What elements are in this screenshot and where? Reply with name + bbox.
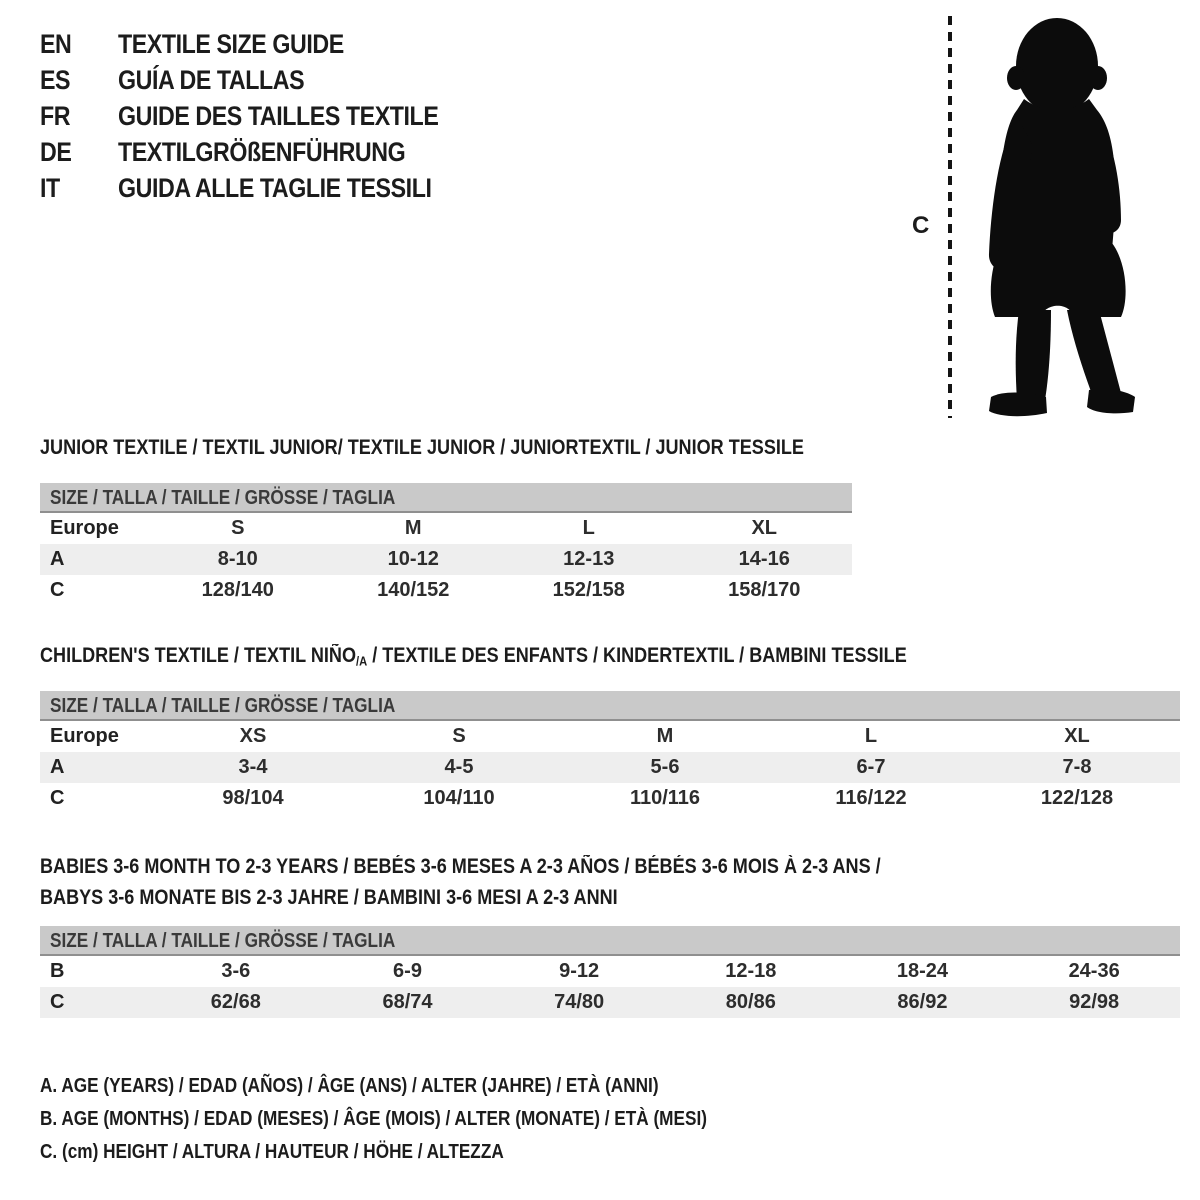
babies-section-heading-line2: BABYS 3-6 MONATE BIS 2-3 JAHRE / BAMBINI 3-6 MESI A 2-3 ANNI [40,886,618,909]
section-junior-textile [40,436,852,606]
legend-line-a: A. AGE (YEARS) / EDAD (AÑOS) / ÂGE (ANS) / ALTER (JAHRE) / ETÀ (ANNI) [40,1075,659,1097]
value-cell: L [864,724,878,747]
value-cell: 12-13 [501,544,677,575]
junior-size-table [40,513,852,606]
legend-line-c: C. (cm) HEIGHT / ALTURA / HAUTEUR / HÖHE / ALTEZZA [40,1141,504,1163]
measure-label-c: C [912,212,930,239]
table-row [40,513,852,544]
value-cell: 128/140 [201,579,274,601]
value-cell: 3-6 [221,960,251,982]
value-cell: 14-16 [677,544,853,575]
value-cell: M [404,517,422,539]
value-cell: 110/116 [629,786,701,809]
language-row [40,170,491,206]
table-row [40,575,852,606]
value-cell: 8-10 [150,544,326,575]
value-cell: 6-9 [393,960,422,982]
value-cell: L [582,517,595,539]
table-row [40,987,1180,1018]
children-size-header-bar: SIZE / TALLA / TAILLE / GRÖSSE / TAGLIA [40,691,1180,721]
value-cell: 158/170 [728,579,801,601]
language-title: GUIDA ALLE TAGLIE TESSILI [118,172,432,203]
junior-section-heading: JUNIOR TEXTILE / TEXTIL JUNIOR/ TEXTILE JUNIOR / JUNIORTEXTIL / JUNIOR TESSILE [40,436,804,459]
section-childrens-textile [40,644,1180,814]
language-row [40,26,491,62]
language-row [40,98,491,134]
row-label-cell: C [50,579,65,601]
section-babies-textile [40,851,1180,1018]
height-dashed-line [948,16,952,418]
value-cell: 152/158 [552,579,625,601]
babies-section-heading-line1: BABIES 3-6 MONTH TO 2-3 YEARS / BEBÉS 3-6 MESES A 2-3 AÑOS / BÉBÉS 3-6 MOIS À 2-3 ANS / [40,855,881,878]
language-code: EN [40,28,72,59]
value-cell: 24-36 [1068,960,1120,982]
baby-silhouette-icon [964,14,1149,419]
language-code: DE [40,136,72,167]
language-title: GUÍA DE TALLAS [118,64,305,95]
table-row [40,752,1180,783]
table-row [40,956,1180,987]
row-label-cell: A [40,544,150,575]
heading-subscript: /A [356,653,368,669]
value-cell: 140/152 [377,579,450,601]
row-label-cell: A [40,752,150,783]
value-cell: 18-24 [896,960,949,982]
measurement-legend [40,1070,816,1169]
language-title: GUIDE DES TAILLES TEXTILE [118,100,439,131]
value-cell: 9-12 [559,960,600,982]
table-row [40,783,1180,814]
row-label-cell: C [50,786,65,809]
value-cell: 86/92 [837,987,1009,1018]
value-cell: 7-8 [974,752,1180,783]
value-cell: 98/104 [222,786,284,809]
value-cell: 104/110 [423,786,495,809]
language-row [40,134,491,170]
value-cell: 74/80 [493,987,665,1018]
value-cell: XL [751,517,778,539]
value-cell: 80/86 [665,987,837,1018]
value-cell: XL [1064,724,1090,747]
language-code: ES [40,64,71,95]
value-cell: XS [239,724,267,747]
language-code: FR [40,100,71,131]
legend-line-b: B. AGE (MONTHS) / EDAD (MESES) / ÂGE (MOIS) / ALTER (MONATE) / ETÀ (MESI) [40,1108,707,1130]
language-code: IT [40,172,60,203]
row-label-cell: Europe [50,517,119,539]
value-cell: M [656,724,674,747]
value-cell: 116/122 [835,786,907,809]
value-cell: 10-12 [326,544,502,575]
value-cell: 6-7 [768,752,974,783]
babies-size-table [40,956,1180,1018]
value-cell: 92/98 [1008,987,1180,1018]
value-cell: S [231,517,245,539]
value-cell: 3-4 [150,752,356,783]
value-cell: 4-5 [356,752,562,783]
language-title: TEXTILGRÖßENFÜHRUNG [118,136,406,167]
babies-size-header-bar: SIZE / TALLA / TAILLE / GRÖSSE / TAGLIA [40,926,1180,956]
language-title: TEXTILE SIZE GUIDE [118,28,344,59]
value-cell: 12-18 [725,960,777,982]
row-label-cell: Europe [50,724,119,747]
row-label-cell: C [40,987,150,1018]
value-cell: 68/74 [322,987,494,1018]
row-label-cell: B [50,960,65,982]
children-section-heading: CHILDREN'S TEXTILE / TEXTIL $NIÑO_{/A}$ / TEXTILE DES ENFANTS / KINDERTEXTIL / BAMBINI TESSILE [40,644,907,669]
language-row [40,62,491,98]
value-cell: 62/68 [150,987,322,1018]
size-figure [902,10,1170,422]
table-row [40,721,1180,752]
value-cell: S [452,724,466,747]
value-cell: 5-6 [562,752,768,783]
value-cell: 122/128 [1040,786,1114,809]
children-size-table [40,721,1180,814]
table-row [40,544,852,575]
language-title-list [40,26,491,206]
junior-size-header-bar: SIZE / TALLA / TAILLE / GRÖSSE / TAGLIA [40,483,852,513]
